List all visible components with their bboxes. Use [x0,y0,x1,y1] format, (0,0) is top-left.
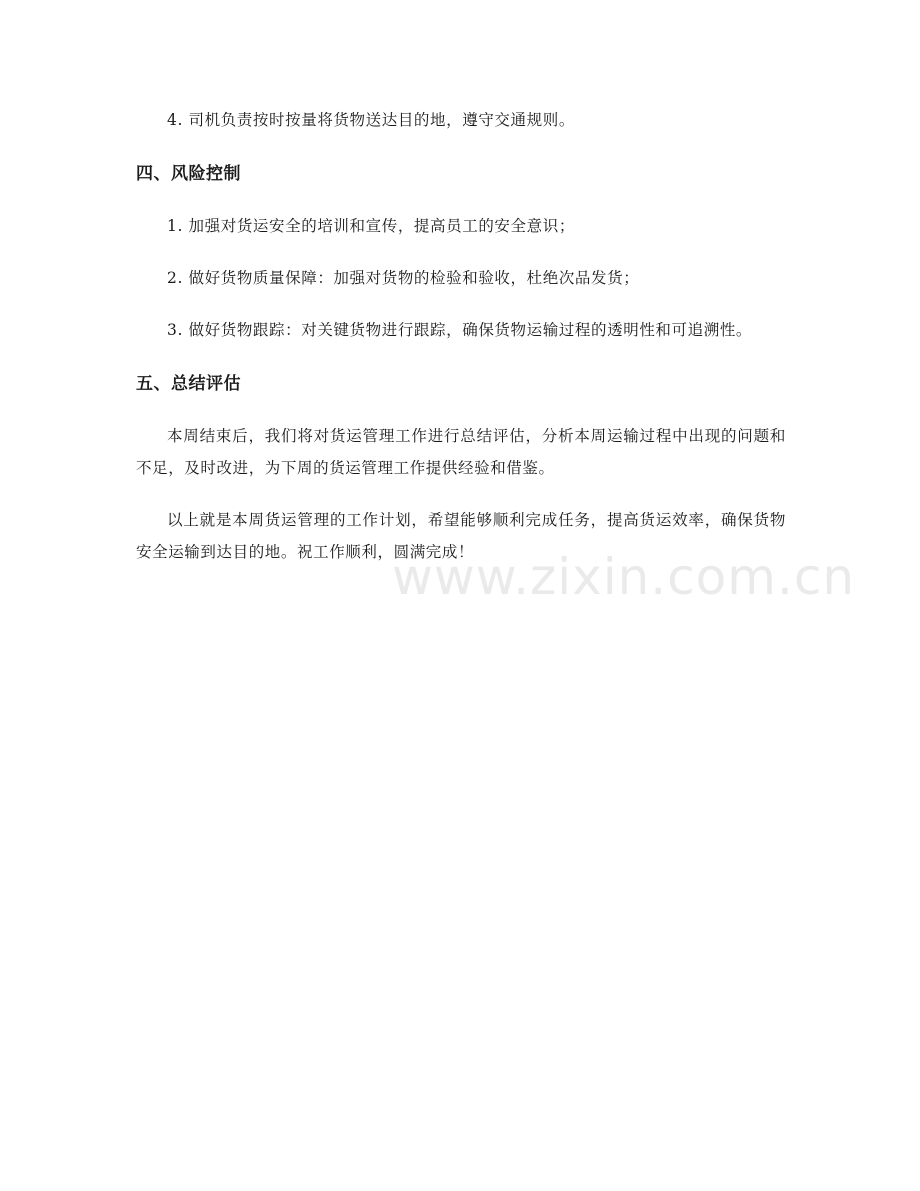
spacer [136,346,786,368]
item-driver-delivery: 4. 司机负责按时按量将货物送达目的地，遵守交通规则。 [167,111,575,129]
spacer [136,190,786,210]
spacer [136,136,786,158]
summary-paragraph: 本周结束后，我们将对货运管理工作进行总结评估，分析本周运输过程中出现的问题和不足，及时改进，为下周的货运管理工作提供经验和借鉴。 [136,427,786,477]
document-body [136,104,786,568]
risk-item-safety-training: 1. 加强对货运安全的培训和宣传，提高员工的安全意识； [167,217,575,235]
spacer [136,484,786,504]
risk-item-cargo-tracking: 3. 做好货物跟踪：对关键货物进行跟踪，确保货物运输过程的透明性和可追溯性。 [167,321,753,339]
heading-risk-control: 四、风险控制 [136,164,241,184]
risk-item-quality-assurance: 2. 做好货物质量保障：加强对货物的检验和验收，杜绝次品发货； [167,269,640,287]
spacer [136,400,786,420]
watermark-text: www.zixin.com.cn [392,548,856,606]
heading-summary-evaluation: 五、总结评估 [136,374,241,394]
spacer [136,242,786,262]
closing-paragraph: 以上就是本周货运管理的工作计划，希望能够顺利完成任务，提高货运效率，确保货物安全运输到达目的地。祝工作顺利，圆满完成！ [136,511,786,561]
spacer [136,294,786,314]
